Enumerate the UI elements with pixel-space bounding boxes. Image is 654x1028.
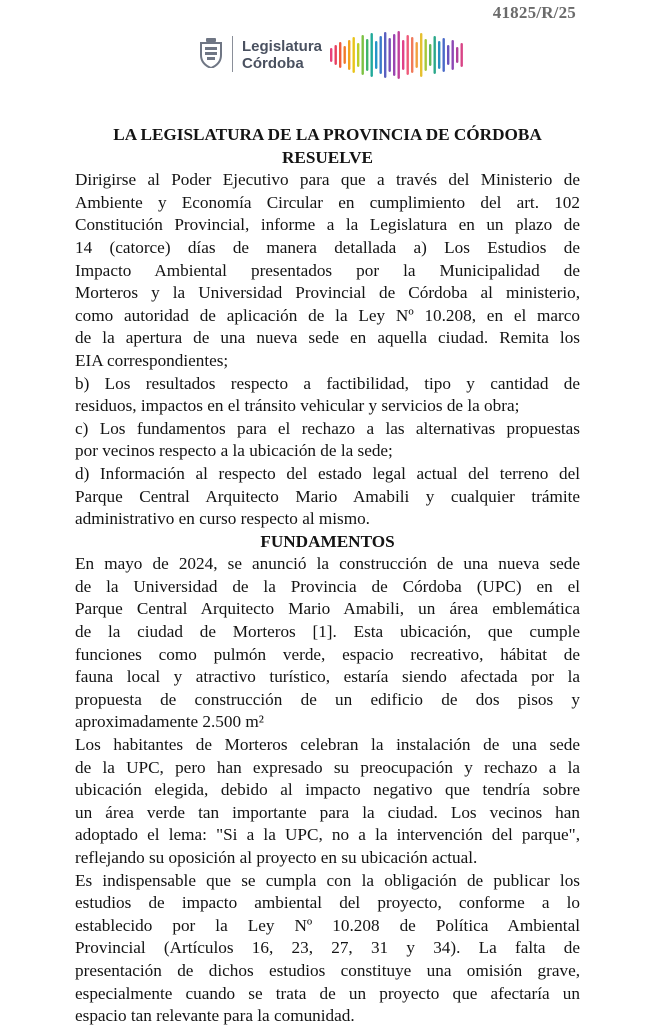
- logo-bar: [425, 39, 427, 71]
- text-line: reflejando su oposición al proyecto en su ubicación actual.: [75, 848, 478, 867]
- logo-bar: [330, 48, 332, 62]
- fundamentos-paragraph-1: [75, 553, 580, 734]
- logo-bar: [357, 43, 359, 67]
- item-b: [75, 373, 580, 418]
- text-line: por vecinos respecto a la ubicación de la sede;: [75, 441, 393, 461]
- document-body: [75, 124, 580, 1028]
- logo-bar: [398, 31, 400, 79]
- text-line: Constitución Provincial, informe a la Legislatura en un plazo de: [75, 215, 580, 235]
- logo-bar: [371, 33, 373, 77]
- title-fundamentos: FUNDAMENTOS: [260, 531, 395, 551]
- text-line: Impacto Ambiental presentados por la Municipalidad de: [75, 260, 580, 280]
- text-line: un área verde tan importante para la ciudad. Los vecinos han: [75, 802, 580, 822]
- text-line: espacio tan relevante para la comunidad.: [75, 1006, 355, 1026]
- legislatura-logo: [198, 30, 468, 80]
- item-c: [75, 418, 580, 463]
- text-line: b) Los resultados respecto a factibilidad, tipo y cantidad de: [75, 373, 580, 393]
- logo-bar: [429, 44, 431, 66]
- text-line: Ambiente y Economía Circular en cumplimiento del art. 102: [75, 192, 580, 212]
- logo-bar: [416, 42, 418, 68]
- text-line: Los habitantes de Morteros celebran la instalación de una sede: [75, 735, 580, 755]
- coat-of-arms-icon: [198, 38, 224, 68]
- logo-bar: [402, 40, 404, 70]
- logo-bar: [438, 41, 440, 69]
- text-line: Provincial (Artículos 16, 23, 27, 31 y 34). La falta de: [75, 938, 580, 958]
- logo-bar: [461, 43, 463, 67]
- logo-bar: [393, 34, 395, 76]
- text-line: funciones como pulmón verde, espacio recreativo, hábitat de: [75, 644, 580, 664]
- logo-bar: [443, 38, 445, 72]
- item-d: [75, 463, 580, 531]
- text-line: de la apertura de una nueva sede en aquella ciudad. Remita los: [75, 328, 580, 348]
- resuelve-paragraph: [75, 169, 580, 372]
- text-line: estudios de impacto ambiental del proyecto, conforme a lo: [75, 893, 580, 913]
- text-line: de la UPC, pero han expresado su preocupación y rechazo a la: [75, 757, 580, 777]
- logo-bar: [434, 36, 436, 74]
- text-line: En mayo de 2024, se anunció la construcción de una nueva sede: [75, 554, 580, 574]
- logo-bar: [335, 45, 337, 65]
- text-line: propuesta de construcción de un edificio de dos pisos y: [75, 689, 580, 709]
- text-line: residuos, impactos en el tránsito vehicular y servicios de la obra;: [75, 396, 520, 416]
- fundamentos-paragraph-3: [75, 870, 580, 1028]
- text-line: fauna local y atractivo turístico, estaría siendo afectada por la: [75, 667, 580, 687]
- logo-bar: [366, 39, 368, 71]
- text-line: aproximadamente 2.500 m²: [75, 712, 264, 732]
- text-line: Parque Central Arquitecto Mario Amabili, un área emblemática: [75, 599, 580, 619]
- logo-wordmark: [242, 38, 322, 72]
- text-line: adoptado el lema: "Si a la UPC, no a la intervención del parque",: [75, 825, 580, 845]
- text-line: ubicación elegida, debido al impacto negativo que tendría sobre: [75, 780, 580, 800]
- logo-bar: [362, 35, 364, 75]
- logo-bar: [348, 40, 350, 70]
- logo-bar: [407, 35, 409, 75]
- title-resuelve: RESUELVE: [281, 147, 374, 167]
- title-legislatura: LA LEGISLATURA DE LA PROVINCIA DE CÓRDOBA: [113, 125, 542, 144]
- logo-bar: [420, 33, 422, 77]
- logo-bar: [411, 37, 413, 73]
- text-line: Es indispensable que se cumpla con la obligación de publicar los: [75, 870, 580, 890]
- logo-bar: [447, 45, 449, 65]
- text-line: administrativo en curso respecto al mismo.: [75, 509, 370, 529]
- text-line: 14 (catorce) días de manera detallada a) Los Estudios de: [75, 237, 580, 257]
- fundamentos-paragraph-2: [75, 734, 580, 870]
- text-line: EIA correspondientes;: [75, 350, 229, 370]
- text-line: como autoridad de aplicación de la Ley Nº 10.208, en el marco: [75, 305, 580, 325]
- logo-bar: [339, 42, 341, 68]
- logo-bar: [353, 37, 355, 73]
- logo-bar: [344, 46, 346, 64]
- equalizer-bars-icon: [330, 30, 468, 80]
- logo-bar: [384, 32, 386, 78]
- logo-bar: [389, 38, 391, 72]
- text-line: Parque Central Arquitecto Mario Amabili y cualquier trámite: [75, 486, 580, 506]
- logo-line-2: Córdoba: [242, 55, 304, 72]
- document-number: 41825/R/25: [492, 3, 576, 22]
- logo-divider: [232, 36, 233, 72]
- logo-bar: [375, 41, 377, 69]
- text-line: c) Los fundamentos para el rechazo a las alternativas propuestas: [75, 418, 580, 438]
- text-line: d) Información al respecto del estado legal actual del terreno del: [75, 463, 580, 483]
- logo-bar: [452, 40, 454, 70]
- text-line: presentación de dichos estudios constituye una omisión grave,: [75, 960, 580, 980]
- logo-line-1: Legislatura: [242, 38, 323, 55]
- text-line: de la ciudad de Morteros [1]. Esta ubicación, que cumple: [75, 622, 580, 642]
- text-line: especialmente cuando se trata de un proyecto que afectaría un: [75, 983, 580, 1003]
- logo-bar: [456, 47, 458, 63]
- text-line: Dirigirse al Poder Ejecutivo para que a través del Ministerio de: [75, 170, 580, 190]
- text-line: Morteros y la Universidad Provincial de Córdoba al ministerio,: [75, 283, 580, 303]
- logo-bar: [380, 36, 382, 74]
- text-line: de la Universidad de la Provincia de Córdoba (UPC) en el: [75, 576, 580, 596]
- text-line: establecido por la Ley Nº 10.208 de Política Ambiental: [75, 915, 580, 935]
